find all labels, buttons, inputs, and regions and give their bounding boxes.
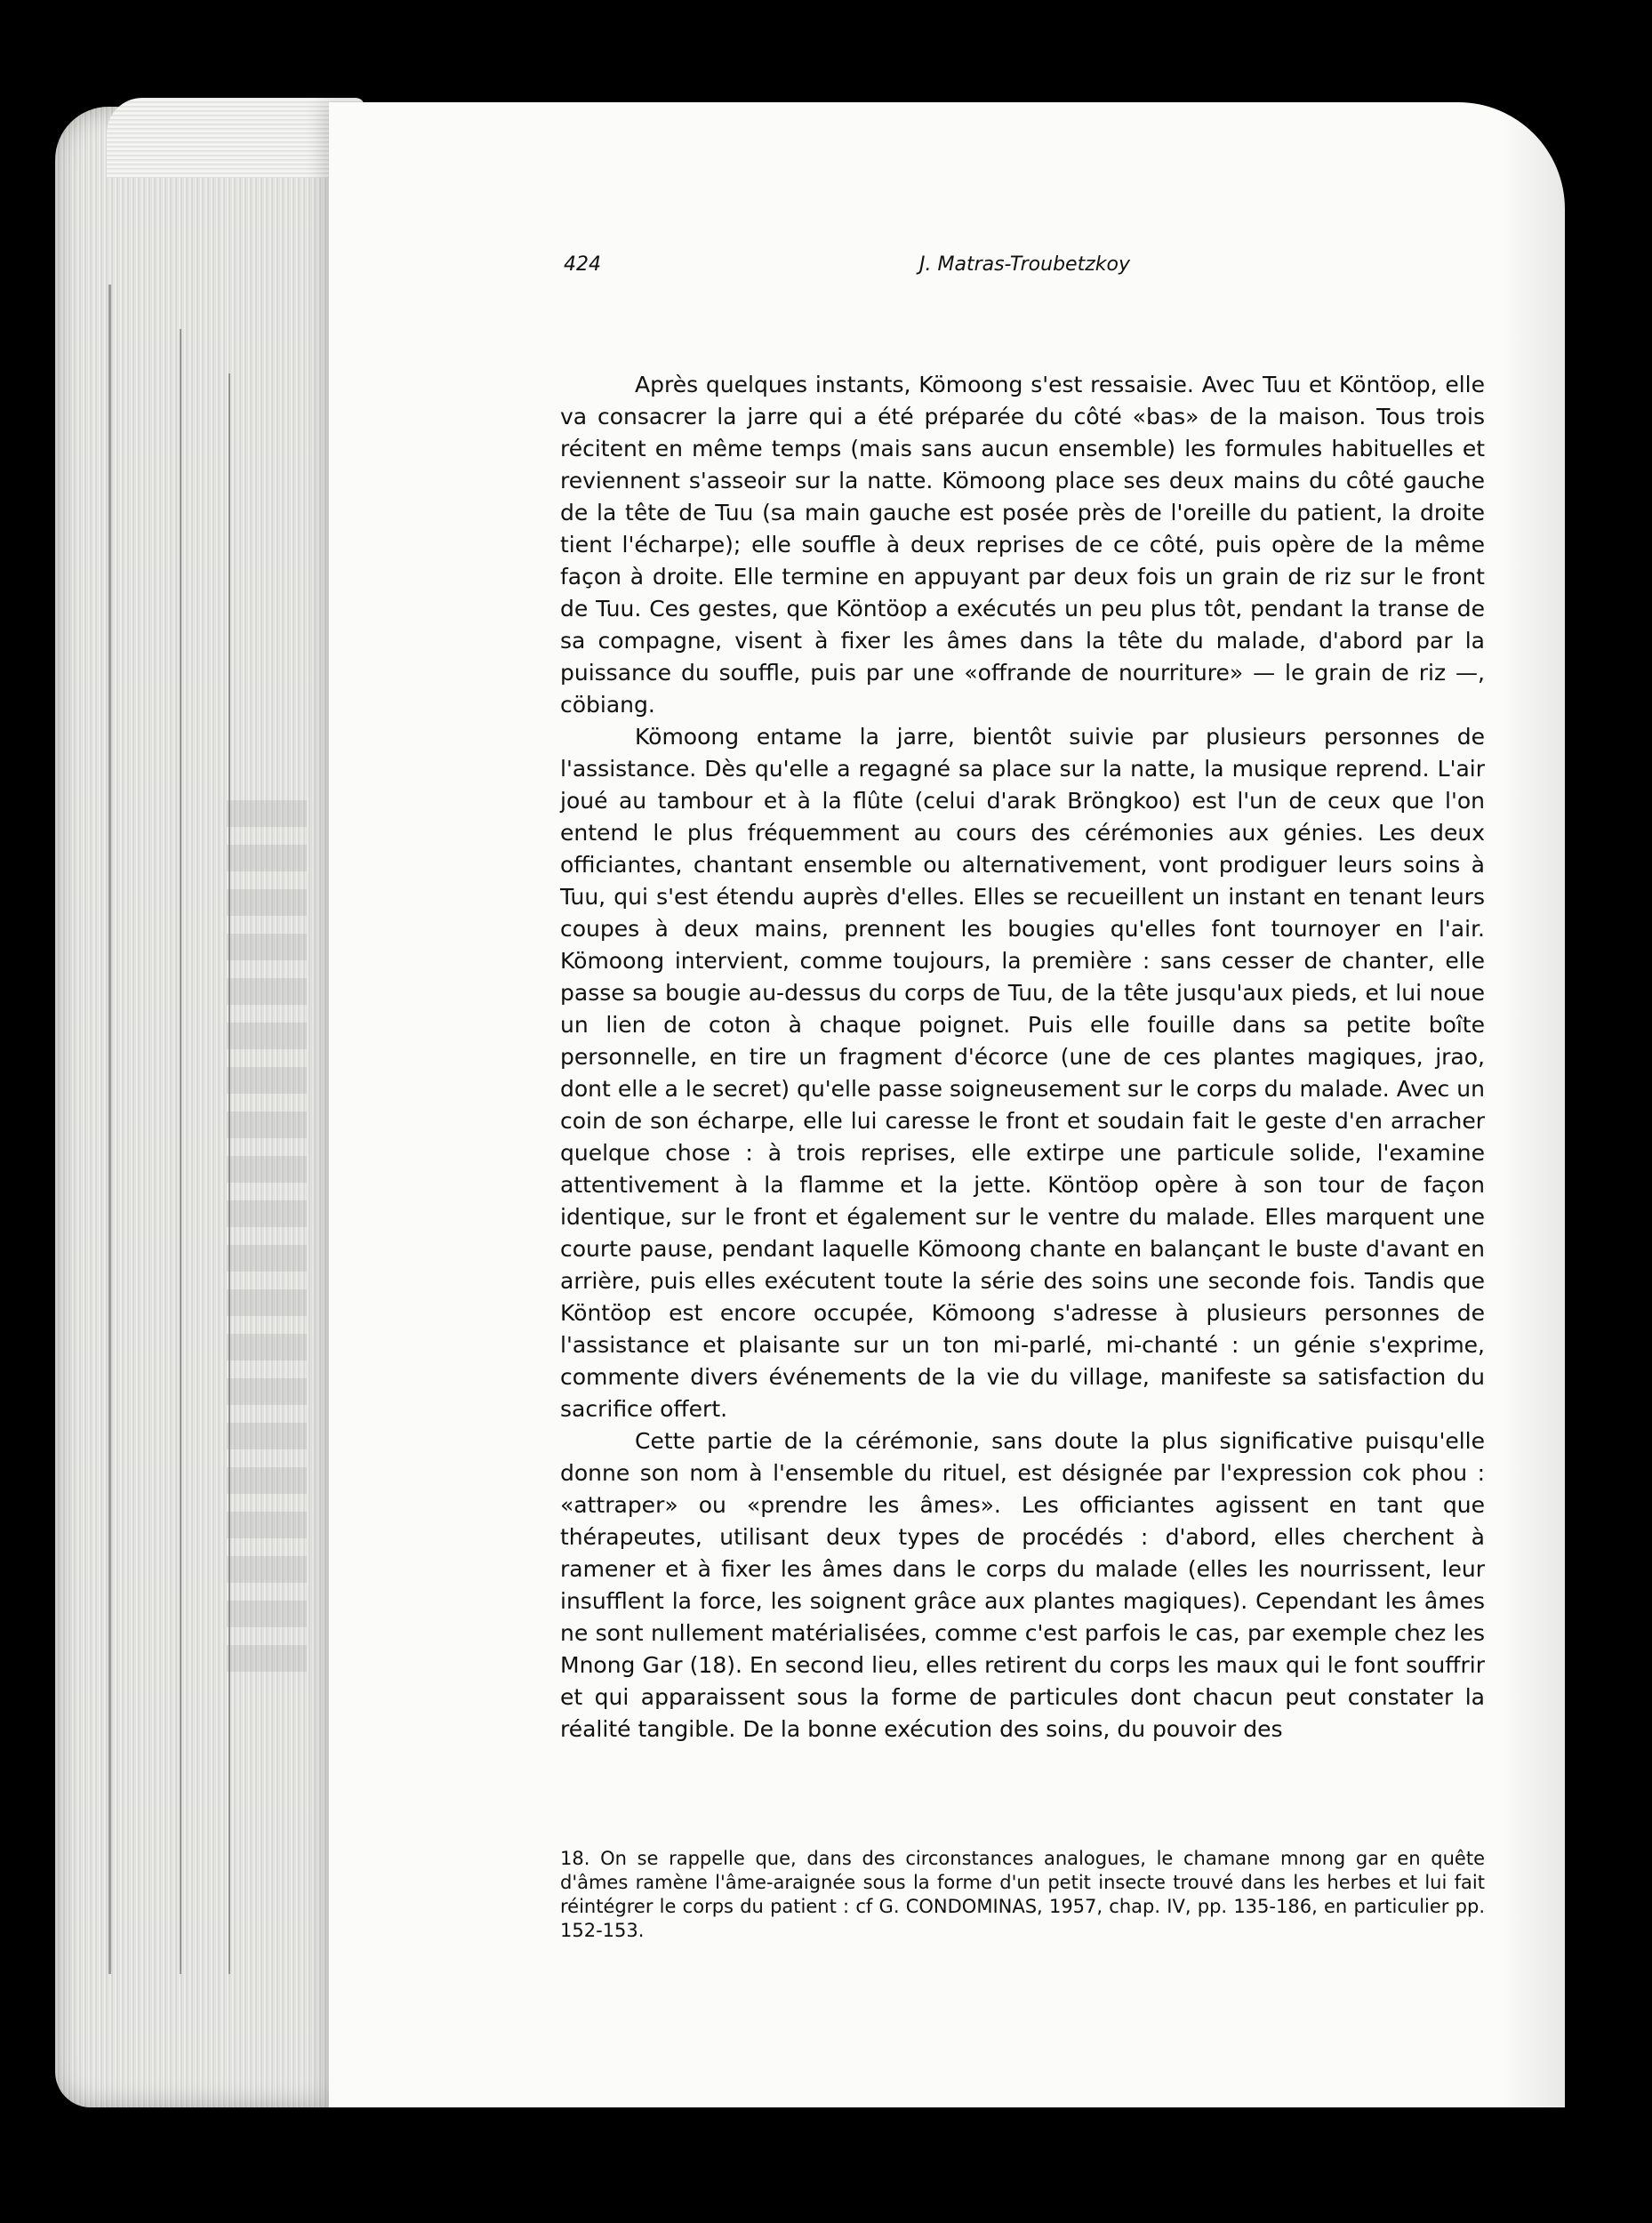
edge-line (108, 285, 111, 1974)
body-text (560, 369, 1485, 1745)
bleed-through-text (227, 800, 307, 1689)
running-head: J. Matras-Troubetzkoy (919, 253, 1130, 276)
page-edges-top (107, 98, 365, 178)
paragraph: Kömoong entame la jarre, bientôt suivie par plusieurs personnes de l'assistance. Dès qu'elle a regagné sa place sur la natte, la musique reprend. L'air joué au tambour et à la flûte (celui d'arak Bröngkoo) est l'un de ceux que l'on entend le plus fréquemment au cours des cérémonies aux génies. Les deux officiantes, chantant ensemble ou alternativement, vont prodiguer leurs soins à Tuu, qui s'est étendu auprès d'elles. Elles se recueillent un instant en tenant leurs coupes à deux mains, prennent les bougies qu'elles font tournoyer en l'air. Kömoong intervient, comme toujours, la première : sans cesser de chanter, elle passe sa bougie au-dessus du corps de Tuu, de la tête jusqu'aux pieds, et lui noue un lien de coton à chaque poignet. Puis elle fouille dans sa petite boîte personnelle, en tire un fragment d'écorce (une de ces plantes magiques, jrao, dont elle a le secret) qu'elle passe soigneusement sur le corps du malade. Avec un coin de son écharpe, elle lui caresse le front et soudain fait le geste d'en arracher quelque chose : à trois reprises, elle extirpe une particule solide, l'examine attentivement à la flamme et la jette. Köntöop opère à son tour de façon identique, sur le front et également sur le ventre du malade. Elles marquent une courte pause, pendant laquelle Kömoong chante en balançant le buste d'avant en arrière, puis elles exécutent toute la série des soins une seconde fois. Tandis que Köntöop est encore occupée, Kömoong s'adresse à plusieurs personnes de l'assistance et plaisante sur un ton mi-parlé, mi-chanté : un génie s'exprime, commente divers événements de la vie du village, manifeste sa satisfaction du sacrifice offert. (560, 724, 1485, 1422)
book-page (329, 102, 1565, 2107)
footnote-text: 18. On se rappelle que, dans des circonstances analogues, le chamane mnong gar en quête d'âmes ramène l'âme-araignée sous la forme d'un petit insecte trouvé dans les herbes et lui fait réintégrer le corps du patient : cf G. CONDOMINAS, 1957, chap. IV, pp. 135-186, en particulier pp. 152-153. (560, 1848, 1485, 1941)
paragraph: Cette partie de la cérémonie, sans doute la plus significative puisqu'elle donne son nom à l'ensemble du rituel, est désignée par l'expression cok phou : «attraper» ou «prendre les âmes». Les officiantes agissent en tant que thérapeutes, utilisant deux types de procédés : d'abord, elles cherchent à ramener et à fixer les âmes dans le corps du malade (elles les nourrissent, leur insufflent la force, les soignent grâce aux plantes magiques). Cependant les âmes ne sont nullement matérialisées, comme c'est parfois le cas, par exemple chez les Mnong Gar (18). En second lieu, elles retirent du corps les maux qui le font souffrir et qui apparaissent sous la forme de particules dont chacun peut constater la réalité tangible. De la bonne exécution des soins, du pouvoir des (560, 1428, 1485, 1742)
page-curl-shadow (1503, 102, 1565, 2107)
paragraph: Après quelques instants, Kömoong s'est ressaisie. Avec Tuu et Köntöop, elle va consacrer la jarre qui a été préparée du côté «bas» de la maison. Tous trois récitent en même temps (mais sans aucun ensemble) les formules habituelles et reviennent s'asseoir sur la natte. Kömoong place ses deux mains du côté gauche de la tête de Tuu (sa main gauche est posée près de l'oreille du patient, la droite tient l'écharpe); elle souffle à deux reprises de ce côté, puis opère de la même façon à droite. Elle termine en appuyant par deux fois un grain de riz sur le front de Tuu. Ces gestes, que Köntöop a exécutés un peu plus tôt, pendant la transe de sa compagne, visent à fixer les âmes dans la tête du malade, d'abord par la puissance du souffle, puis par une «offrande de nourriture» — le grain de riz —, cöbiang. (560, 372, 1485, 718)
edge-line (180, 329, 181, 1974)
footnote (560, 1847, 1485, 1943)
page-number: 424 (564, 253, 601, 276)
